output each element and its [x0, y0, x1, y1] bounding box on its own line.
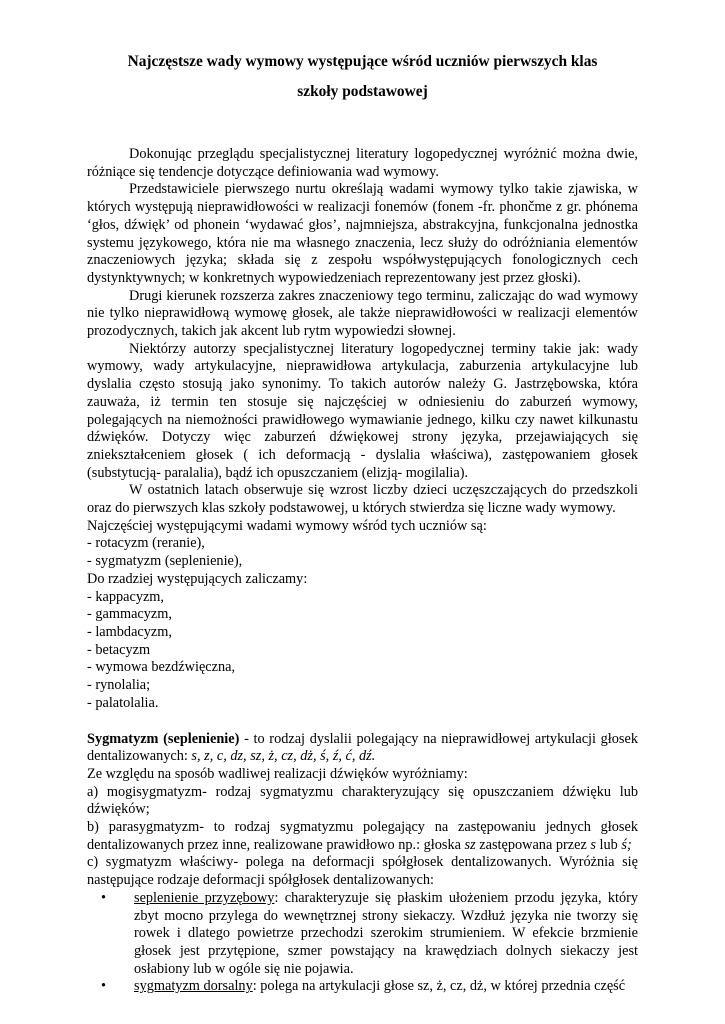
paragraph-intro-3: Drugi kierunek rozszerza zakres znaczeniowy tego terminu, zaliczając do wad wymowy nie tylko nieprawidłową wymowę głosek, ale także nieprawidłowości w realizacji elementów prozodycznych, takich jak akcent lub rytm wypowiedzi słownej. — [87, 287, 638, 340]
type-b-sound-s-soft: ś; — [621, 836, 632, 853]
bullet-description: : polega na artykulacji głose sz, ż, cz, dż, w której przednia część — [252, 978, 626, 995]
bullet-text — [134, 978, 638, 996]
list-item: - sygmatyzm (seplenienie), — [87, 553, 243, 570]
bullet-icon: • — [101, 889, 107, 906]
sygmatyzm-type-c: c) sygmatyzm właściwy- polega na deformacji spółgłosek dentalizowanych. Wyróżnia się następujące rodzaje deformacji spółgłosek dentalizowanych: — [87, 854, 638, 889]
type-b-sound-sz: sz — [464, 836, 476, 853]
bullet-icon: • — [101, 978, 107, 995]
paragraph-intro-4: Niektórzy autorzy specjalistycznej literatury logopedycznej terminy takie jak: wady wymowy, wady artykulacyjne, nieprawidłowa artykulacja, zaburzenia artykulacyjne lub dyslalia często stosują jako synonimy. To takich autorów należy G. Jastrzębowska, która zauważa, iż termin ten stosuje się najczęściej w odniesieniu do zaburzeń wymowy, polegających na niemożności prawidłowego wymawianie jednego, kilku czy nawet kilkunastu dźwięków. Dotyczy więc zaburzeń dźwiękowej strony języka, przejawiających się zniekształceniem głosek ( ich deformacją - dyslalia właściwa), zastępowaniem głosek (substytucją- paralalia), bądź ich opuszczaniem (elizją- mogilalia). — [87, 340, 638, 481]
type-b-text: zastępowana przez — [475, 836, 591, 853]
sygmatyzm-type-b — [87, 819, 638, 854]
list-item: - kappacyzm, — [87, 588, 165, 605]
bullet-text — [134, 890, 638, 979]
title-line-2: szkoły podstawowej — [297, 83, 428, 100]
bullet-item — [87, 978, 638, 996]
bullet-item — [87, 890, 638, 979]
list-item: - palatolalia. — [87, 694, 159, 711]
paragraph-intro-2: Przedstawiciele pierwszego nurtu określają wadami wymowy tylko takie zjawiska, w których występują nieprawidłowości w realizacji fonemów (fonem -fr. phončme z gr. phónema ‘głos, dźwięk’ od phonein ‘wydawać głos’, najmniejsza, abstrakcyjna, funkcjonalna jednostka systemu językowego, która nie ma własnego znaczenia, lecz służy do odróżniania elementów znaczeniowych języka; składa się z zespołu współwystępujących fonologicznych cech dystynktywnych; w konkretnych wypowiedzeniach reprezentowany jest przez głoski). — [87, 181, 638, 286]
type-b-text: b) parasygmatyzm- to rodzaj sygmatyzmu polegający na zastępowaniu jednych głosek dentalizowanych przez inne, realizowane prawidłowo np.: głoska — [87, 819, 638, 853]
section-spacer — [87, 713, 638, 731]
list-item: - lambdacyzm, — [87, 623, 172, 640]
type-b-sound-s: s — [590, 836, 596, 853]
list-item: - rotacyzm (reranie), — [87, 535, 205, 552]
type-b-text: lub — [595, 836, 622, 853]
title-line-1: Najczęstsze wady wymowy występujące wśród uczniów pierwszych klas — [127, 53, 598, 70]
sygmatyzm-type-a: a) mogisygmatyzm- rodzaj sygmatyzmu charakteryzujący się opuszczaniem dźwięku lub dźwięków; — [87, 783, 638, 818]
sygmatyzm-sounds: s, z, c, dz, sz, ż, cz, dż, ś, ź, ć, dź. — [191, 748, 376, 765]
paragraph-intro-1: Dokonując przeglądu specjalistycznej literatury logopedycznej wyróżnić można dwie, różniące się tendencje dotyczące definiowania wad wymowy. — [87, 146, 638, 180]
sygmatyzm-definition — [87, 731, 638, 766]
common-defects-lead: Najczęściej występującymi wadami wymowy wśród tych uczniów są: — [87, 517, 487, 534]
sygmatyzm-types-lead: Ze względu na sposób wadliwej realizacji dźwięków wyróżniamy: — [87, 765, 468, 782]
sygmatyzm-term: Sygmatyzm (seplenienie) — [87, 730, 240, 747]
document-title — [60, 47, 665, 107]
sygmatyzm-def-text: - to rodzaj dyslalii polegający na nieprawidłowej artykulacji głosek dentalizowanych: — [87, 730, 638, 765]
list-item: - wymowa bezdźwięczna, — [87, 659, 236, 676]
document-body — [87, 146, 638, 996]
bullet-term: sygmatyzm dorsalny — [134, 978, 253, 995]
list-item: - gammacyzm, — [87, 606, 172, 623]
list-item: - betacyzm — [87, 641, 151, 658]
bullet-description: : charakteryzuje się płaskim ułożeniem przodu języka, który zbyt mocno przylega do wewnętrznej strony siekaczy. Wzdłuż języka nie tworzy się rowek i dlatego powietrze przechodzi szerokim strumieniem. W efekcie brzmienie głosek jest przytępione, szmer powstający na krawędziach dolnych siekaczy jest osłabiony lub w ogóle się nie pojawia. — [134, 889, 639, 977]
rare-defects-lead: Do rzadziej występujących zaliczamy: — [87, 570, 308, 587]
list-item: - rynolalia; — [87, 677, 151, 694]
paragraph-intro-5: W ostatnich latach obserwuje się wzrost liczby dzieci uczęszczających do przedszkoli oraz do pierwszych klas szkoły podstawowej, u których stwierdza się liczne wady wymowy. — [87, 482, 638, 517]
bullet-term: seplenienie przyzębowy — [134, 889, 275, 906]
